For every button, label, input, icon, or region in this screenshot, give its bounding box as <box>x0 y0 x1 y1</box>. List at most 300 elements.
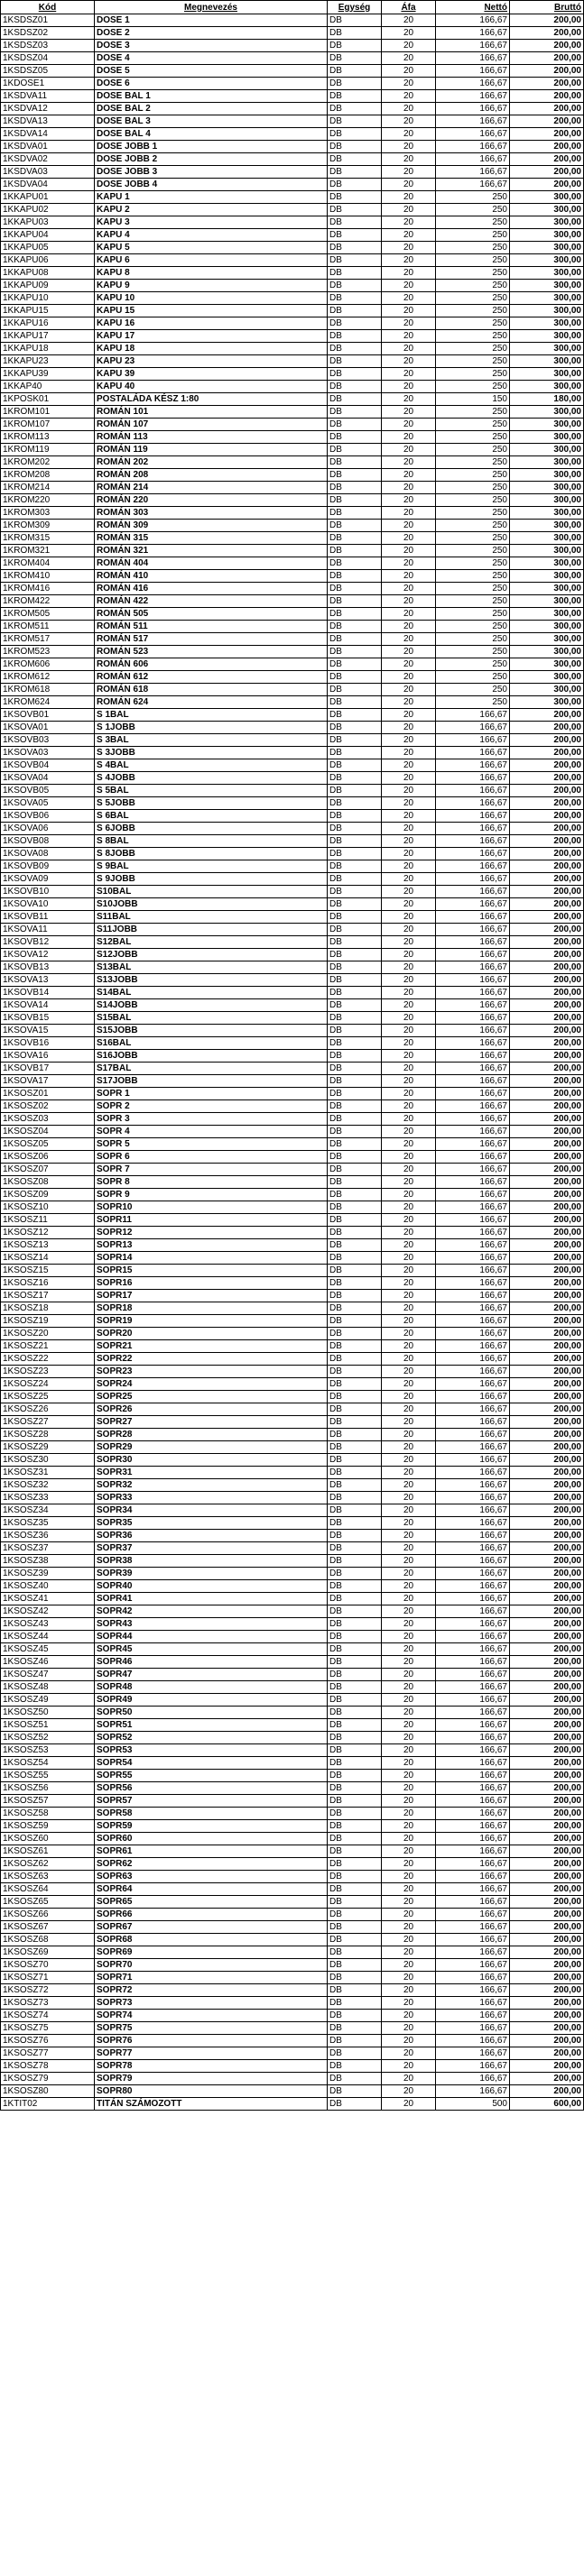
cell-kod: 1KSOSZ22 <box>1 1353 95 1366</box>
cell-megnevezes: KAPU 4 <box>95 229 328 242</box>
cell-egyseg: DB <box>328 141 382 153</box>
table-row <box>1 1732 584 1744</box>
cell-egyseg: DB <box>328 1012 382 1025</box>
cell-kod: 1KSOSZ27 <box>1 1416 95 1429</box>
cell-egyseg: DB <box>328 949 382 961</box>
cell-afa: 20 <box>382 999 436 1012</box>
cell-afa: 20 <box>382 1138 436 1151</box>
cell-kod: 1KSOSZ24 <box>1 1378 95 1391</box>
cell-brutto: 200,00 <box>510 898 584 911</box>
cell-kod: 1KSOVA11 <box>1 924 95 936</box>
cell-afa: 20 <box>382 1492 436 1504</box>
cell-afa: 20 <box>382 1088 436 1100</box>
cell-netto: 166,67 <box>436 27 510 40</box>
cell-brutto: 200,00 <box>510 886 584 898</box>
cell-egyseg: DB <box>328 393 382 406</box>
cell-megnevezes: SOPR 9 <box>95 1189 328 1201</box>
cell-megnevezes: S11BAL <box>95 911 328 924</box>
table-row <box>1 1820 584 1833</box>
cell-megnevezes: S13JOBB <box>95 974 328 987</box>
cell-kod: 1KROM624 <box>1 696 95 709</box>
cell-kod: 1KSOSZ43 <box>1 1618 95 1631</box>
cell-kod: 1KSOSZ39 <box>1 1568 95 1580</box>
cell-netto: 166,67 <box>436 1795 510 1808</box>
cell-brutto: 200,00 <box>510 961 584 974</box>
cell-megnevezes: S14BAL <box>95 987 328 999</box>
table-row <box>1 1164 584 1176</box>
cell-egyseg: DB <box>328 709 382 722</box>
cell-megnevezes: SOPR59 <box>95 1820 328 1833</box>
cell-kod: 1KSOVA09 <box>1 873 95 886</box>
table-row <box>1 1328 584 1340</box>
cell-kod: 1KSOVA16 <box>1 1050 95 1063</box>
cell-brutto: 200,00 <box>510 1694 584 1707</box>
cell-megnevezes: ROMÁN 321 <box>95 545 328 557</box>
cell-afa: 20 <box>382 381 436 393</box>
cell-netto: 166,67 <box>436 949 510 961</box>
cell-egyseg: DB <box>328 1871 382 1883</box>
cell-afa: 20 <box>382 1467 436 1479</box>
cell-kod: 1KSDSZ03 <box>1 40 95 52</box>
cell-netto: 166,67 <box>436 823 510 835</box>
table-row <box>1 1227 584 1239</box>
cell-netto: 166,67 <box>436 1732 510 1744</box>
cell-egyseg: DB <box>328 722 382 734</box>
cell-afa: 20 <box>382 532 436 545</box>
cell-megnevezes: KAPU 2 <box>95 204 328 216</box>
table-row <box>1 1037 584 1050</box>
cell-afa: 20 <box>382 1126 436 1138</box>
cell-brutto: 200,00 <box>510 1227 584 1239</box>
cell-afa: 20 <box>382 633 436 646</box>
cell-netto: 166,67 <box>436 1984 510 1997</box>
cell-megnevezes: SOPR61 <box>95 1845 328 1858</box>
cell-netto: 250 <box>436 216 510 229</box>
table-row <box>1 1290 584 1302</box>
cell-megnevezes: ROMÁN 404 <box>95 557 328 570</box>
cell-kod: 1KSOSZ33 <box>1 1492 95 1504</box>
table-row <box>1 633 584 646</box>
cell-kod: 1KROM410 <box>1 570 95 583</box>
cell-megnevezes: ROMÁN 422 <box>95 595 328 608</box>
cell-netto: 250 <box>436 419 510 431</box>
cell-netto: 166,67 <box>436 1997 510 2010</box>
cell-kod: 1KSOSZ23 <box>1 1366 95 1378</box>
cell-egyseg: DB <box>328 216 382 229</box>
cell-kod: 1KROM517 <box>1 633 95 646</box>
cell-brutto: 200,00 <box>510 1315 584 1328</box>
cell-netto: 166,67 <box>436 166 510 179</box>
cell-afa: 20 <box>382 848 436 860</box>
cell-egyseg: DB <box>328 696 382 709</box>
cell-kod: 1KSOSZ67 <box>1 1921 95 1934</box>
cell-afa: 20 <box>382 1517 436 1530</box>
cell-kod: 1KKAPU06 <box>1 254 95 267</box>
cell-brutto: 200,00 <box>510 1593 584 1605</box>
cell-brutto: 200,00 <box>510 1946 584 1959</box>
cell-afa: 20 <box>382 254 436 267</box>
table-row <box>1 2022 584 2035</box>
cell-afa: 20 <box>382 684 436 696</box>
cell-kod: 1KSOSZ35 <box>1 1517 95 1530</box>
cell-megnevezes: SOPR77 <box>95 2047 328 2060</box>
cell-kod: 1KSOSZ07 <box>1 1164 95 1176</box>
cell-kod: 1KSDVA01 <box>1 141 95 153</box>
cell-megnevezes: SOPR 2 <box>95 1100 328 1113</box>
cell-egyseg: DB <box>328 65 382 78</box>
cell-afa: 20 <box>382 90 436 103</box>
cell-afa: 20 <box>382 1959 436 1972</box>
cell-egyseg: DB <box>328 1277 382 1290</box>
cell-netto: 166,67 <box>436 785 510 797</box>
cell-kod: 1KSOSZ55 <box>1 1770 95 1782</box>
cell-megnevezes: SOPR35 <box>95 1517 328 1530</box>
cell-megnevezes: DOSE 6 <box>95 78 328 90</box>
cell-afa: 20 <box>382 494 436 507</box>
cell-megnevezes: S 5JOBB <box>95 797 328 810</box>
table-row <box>1 78 584 90</box>
cell-netto: 166,67 <box>436 1012 510 1025</box>
cell-brutto: 180,00 <box>510 393 584 406</box>
cell-netto: 166,67 <box>436 1934 510 1946</box>
cell-afa: 20 <box>382 1605 436 1618</box>
cell-egyseg: DB <box>328 456 382 469</box>
cell-netto: 166,67 <box>436 898 510 911</box>
cell-afa: 20 <box>382 141 436 153</box>
cell-brutto: 200,00 <box>510 1492 584 1504</box>
cell-megnevezes: SOPR51 <box>95 1719 328 1732</box>
cell-netto: 166,67 <box>436 1164 510 1176</box>
cell-netto: 166,67 <box>436 1227 510 1239</box>
cell-brutto: 200,00 <box>510 2073 584 2085</box>
table-row <box>1 2085 584 2098</box>
cell-afa: 20 <box>382 52 436 65</box>
cell-afa: 20 <box>382 671 436 684</box>
cell-egyseg: DB <box>328 658 382 671</box>
cell-egyseg: DB <box>328 1770 382 1782</box>
cell-brutto: 200,00 <box>510 1883 584 1896</box>
cell-netto: 166,67 <box>436 722 510 734</box>
cell-egyseg: DB <box>328 860 382 873</box>
table-row <box>1 961 584 974</box>
cell-netto: 166,67 <box>436 1391 510 1403</box>
table-row <box>1 1909 584 1921</box>
cell-megnevezes: DOSE JOBB 3 <box>95 166 328 179</box>
table-row <box>1 431 584 444</box>
cell-megnevezes: S 1JOBB <box>95 722 328 734</box>
cell-brutto: 200,00 <box>510 1605 584 1618</box>
cell-afa: 20 <box>382 1353 436 1366</box>
cell-egyseg: DB <box>328 1896 382 1909</box>
cell-netto: 166,67 <box>436 1100 510 1113</box>
cell-kod: 1KSOVA13 <box>1 974 95 987</box>
table-row <box>1 1858 584 1871</box>
cell-megnevezes: DOSE 5 <box>95 65 328 78</box>
table-row <box>1 1403 584 1416</box>
table-row <box>1 1366 584 1378</box>
cell-netto: 166,67 <box>436 709 510 722</box>
cell-netto: 166,67 <box>436 1454 510 1467</box>
cell-kod: 1KSOSZ76 <box>1 2035 95 2047</box>
cell-afa: 20 <box>382 1744 436 1757</box>
cell-afa: 20 <box>382 1871 436 1883</box>
cell-netto: 166,67 <box>436 1871 510 1883</box>
cell-brutto: 200,00 <box>510 1441 584 1454</box>
cell-afa: 20 <box>382 1366 436 1378</box>
table-row <box>1 595 584 608</box>
table-row <box>1 2060 584 2073</box>
cell-netto: 166,67 <box>436 1239 510 1252</box>
cell-netto: 166,67 <box>436 14 510 27</box>
cell-egyseg: DB <box>328 835 382 848</box>
cell-netto: 166,67 <box>436 873 510 886</box>
cell-egyseg: DB <box>328 734 382 747</box>
cell-brutto: 200,00 <box>510 709 584 722</box>
cell-megnevezes: SOPR 5 <box>95 1138 328 1151</box>
cell-kod: 1KSOSZ58 <box>1 1808 95 1820</box>
cell-brutto: 200,00 <box>510 1012 584 1025</box>
cell-megnevezes: ROMÁN 214 <box>95 482 328 494</box>
cell-netto: 166,67 <box>436 1214 510 1227</box>
cell-brutto: 200,00 <box>510 141 584 153</box>
cell-brutto: 200,00 <box>510 1808 584 1820</box>
cell-kod: 1KSOSZ64 <box>1 1883 95 1896</box>
cell-netto: 166,67 <box>436 797 510 810</box>
cell-brutto: 300,00 <box>510 242 584 254</box>
cell-netto: 166,67 <box>436 1479 510 1492</box>
cell-brutto: 300,00 <box>510 229 584 242</box>
cell-megnevezes: SOPR28 <box>95 1429 328 1441</box>
cell-afa: 20 <box>382 330 436 343</box>
cell-kod: 1KKAPU02 <box>1 204 95 216</box>
cell-brutto: 200,00 <box>510 1277 584 1290</box>
cell-megnevezes: SOPR 4 <box>95 1126 328 1138</box>
cell-megnevezes: S 4BAL <box>95 759 328 772</box>
cell-megnevezes: S 6BAL <box>95 810 328 823</box>
cell-afa: 20 <box>382 355 436 368</box>
cell-netto: 166,67 <box>436 153 510 166</box>
cell-megnevezes: S13BAL <box>95 961 328 974</box>
cell-egyseg: DB <box>328 1833 382 1845</box>
cell-netto: 250 <box>436 343 510 355</box>
cell-afa: 20 <box>382 583 436 595</box>
cell-megnevezes: SOPR 8 <box>95 1176 328 1189</box>
cell-afa: 20 <box>382 621 436 633</box>
cell-egyseg: DB <box>328 355 382 368</box>
cell-afa: 20 <box>382 368 436 381</box>
cell-afa: 20 <box>382 810 436 823</box>
cell-kod: 1KROM606 <box>1 658 95 671</box>
cell-megnevezes: ROMÁN 523 <box>95 646 328 658</box>
cell-kod: 1KDOSE1 <box>1 78 95 90</box>
cell-afa: 20 <box>382 456 436 469</box>
cell-brutto: 200,00 <box>510 1201 584 1214</box>
cell-egyseg: DB <box>328 1972 382 1984</box>
cell-brutto: 200,00 <box>510 2010 584 2022</box>
cell-egyseg: DB <box>328 1542 382 1555</box>
cell-egyseg: DB <box>328 191 382 204</box>
cell-megnevezes: SOPR44 <box>95 1631 328 1643</box>
cell-netto: 166,67 <box>436 1719 510 1732</box>
cell-netto: 166,67 <box>436 103 510 115</box>
cell-kod: 1KSOSZ63 <box>1 1871 95 1883</box>
cell-brutto: 300,00 <box>510 583 584 595</box>
cell-megnevezes: S 6JOBB <box>95 823 328 835</box>
cell-afa: 20 <box>382 911 436 924</box>
table-row <box>1 1997 584 2010</box>
table-row <box>1 823 584 835</box>
cell-egyseg: DB <box>328 1681 382 1694</box>
cell-netto: 166,67 <box>436 860 510 873</box>
cell-brutto: 300,00 <box>510 633 584 646</box>
table-row <box>1 229 584 242</box>
cell-egyseg: DB <box>328 330 382 343</box>
table-row <box>1 1504 584 1517</box>
cell-megnevezes: S 1BAL <box>95 709 328 722</box>
table-row <box>1 785 584 797</box>
cell-megnevezes: SOPR40 <box>95 1580 328 1593</box>
cell-egyseg: DB <box>328 292 382 305</box>
cell-afa: 20 <box>382 1037 436 1050</box>
table-row <box>1 1845 584 1858</box>
cell-egyseg: DB <box>328 974 382 987</box>
cell-afa: 20 <box>382 1441 436 1454</box>
cell-afa: 20 <box>382 1694 436 1707</box>
cell-egyseg: DB <box>328 1656 382 1669</box>
cell-netto: 250 <box>436 254 510 267</box>
cell-kod: 1KROM107 <box>1 419 95 431</box>
cell-egyseg: DB <box>328 1378 382 1391</box>
cell-kod: 1KKAP40 <box>1 381 95 393</box>
table-row <box>1 1025 584 1037</box>
cell-egyseg: DB <box>328 1050 382 1063</box>
cell-afa: 20 <box>382 1808 436 1820</box>
cell-afa: 20 <box>382 444 436 456</box>
cell-brutto: 200,00 <box>510 1921 584 1934</box>
cell-afa: 20 <box>382 1025 436 1037</box>
cell-egyseg: DB <box>328 1959 382 1972</box>
cell-brutto: 200,00 <box>510 1744 584 1757</box>
cell-brutto: 200,00 <box>510 734 584 747</box>
cell-afa: 20 <box>382 595 436 608</box>
cell-kod: 1KSOSZ03 <box>1 1113 95 1126</box>
cell-afa: 20 <box>382 1631 436 1643</box>
cell-kod: 1KSOVA06 <box>1 823 95 835</box>
table-row <box>1 1808 584 1820</box>
cell-kod: 1KSOVA10 <box>1 898 95 911</box>
cell-brutto: 300,00 <box>510 343 584 355</box>
cell-egyseg: DB <box>328 381 382 393</box>
table-row <box>1 343 584 355</box>
cell-kod: 1KSOVB14 <box>1 987 95 999</box>
cell-megnevezes: SOPR11 <box>95 1214 328 1227</box>
table-row <box>1 1568 584 1580</box>
cell-egyseg: DB <box>328 343 382 355</box>
table-row <box>1 583 584 595</box>
table-row <box>1 1315 584 1328</box>
cell-kod: 1KSOSZ08 <box>1 1176 95 1189</box>
cell-egyseg: DB <box>328 1492 382 1504</box>
cell-kod: 1KSOSZ11 <box>1 1214 95 1227</box>
cell-netto: 250 <box>436 305 510 317</box>
cell-megnevezes: SOPR60 <box>95 1833 328 1845</box>
table-row <box>1 2098 584 2111</box>
cell-netto: 250 <box>436 494 510 507</box>
table-row <box>1 1063 584 1075</box>
cell-netto: 166,67 <box>436 1770 510 1782</box>
cell-megnevezes: S12JOBB <box>95 949 328 961</box>
cell-megnevezes: SOPR12 <box>95 1227 328 1239</box>
table-row <box>1 419 584 431</box>
cell-kod: 1KSDVA02 <box>1 153 95 166</box>
cell-megnevezes: SOPR36 <box>95 1530 328 1542</box>
cell-egyseg: DB <box>328 1088 382 1100</box>
cell-megnevezes: S 9JOBB <box>95 873 328 886</box>
cell-netto: 250 <box>436 621 510 633</box>
cell-afa: 20 <box>382 557 436 570</box>
cell-kod: 1KROM523 <box>1 646 95 658</box>
cell-brutto: 200,00 <box>510 1088 584 1100</box>
cell-brutto: 300,00 <box>510 381 584 393</box>
cell-kod: 1KSOSZ78 <box>1 2060 95 2073</box>
cell-egyseg: DB <box>328 1353 382 1366</box>
cell-afa: 20 <box>382 1618 436 1631</box>
cell-afa: 20 <box>382 961 436 974</box>
cell-kod: 1KKAPU09 <box>1 280 95 292</box>
cell-kod: 1KROM309 <box>1 520 95 532</box>
cell-netto: 166,67 <box>436 65 510 78</box>
cell-megnevezes: DOSE 1 <box>95 14 328 27</box>
cell-netto: 166,67 <box>436 1265 510 1277</box>
cell-netto: 166,67 <box>436 1340 510 1353</box>
cell-afa: 20 <box>382 759 436 772</box>
cell-megnevezes: DOSE 2 <box>95 27 328 40</box>
cell-kod: 1KSOVB15 <box>1 1012 95 1025</box>
cell-egyseg: DB <box>328 153 382 166</box>
cell-netto: 166,67 <box>436 1656 510 1669</box>
header-afa: Áfa <box>382 1 436 14</box>
cell-brutto: 200,00 <box>510 1959 584 1972</box>
cell-megnevezes: SOPR54 <box>95 1757 328 1770</box>
cell-brutto: 200,00 <box>510 1025 584 1037</box>
cell-megnevezes: S15JOBB <box>95 1025 328 1037</box>
cell-megnevezes: SOPR17 <box>95 1290 328 1302</box>
cell-kod: 1KSOSZ50 <box>1 1707 95 1719</box>
cell-kod: 1KSDVA13 <box>1 115 95 128</box>
cell-netto: 166,67 <box>436 2010 510 2022</box>
cell-netto: 166,67 <box>436 1909 510 1921</box>
cell-brutto: 200,00 <box>510 1934 584 1946</box>
cell-megnevezes: KAPU 9 <box>95 280 328 292</box>
cell-netto: 166,67 <box>436 759 510 772</box>
cell-kod: 1KSOSZ77 <box>1 2047 95 2060</box>
cell-megnevezes: SOPR46 <box>95 1656 328 1669</box>
cell-egyseg: DB <box>328 785 382 797</box>
cell-netto: 166,67 <box>436 810 510 823</box>
cell-brutto: 200,00 <box>510 1113 584 1126</box>
cell-megnevezes: SOPR56 <box>95 1782 328 1795</box>
cell-afa: 20 <box>382 1946 436 1959</box>
cell-megnevezes: ROMÁN 606 <box>95 658 328 671</box>
cell-megnevezes: SOPR29 <box>95 1441 328 1454</box>
cell-megnevezes: SOPR49 <box>95 1694 328 1707</box>
header-netto: Nettó <box>436 1 510 14</box>
cell-brutto: 300,00 <box>510 658 584 671</box>
cell-brutto: 200,00 <box>510 1479 584 1492</box>
cell-afa: 20 <box>382 1113 436 1126</box>
header-kod: Kód <box>1 1 95 14</box>
cell-netto: 166,67 <box>436 1075 510 1088</box>
